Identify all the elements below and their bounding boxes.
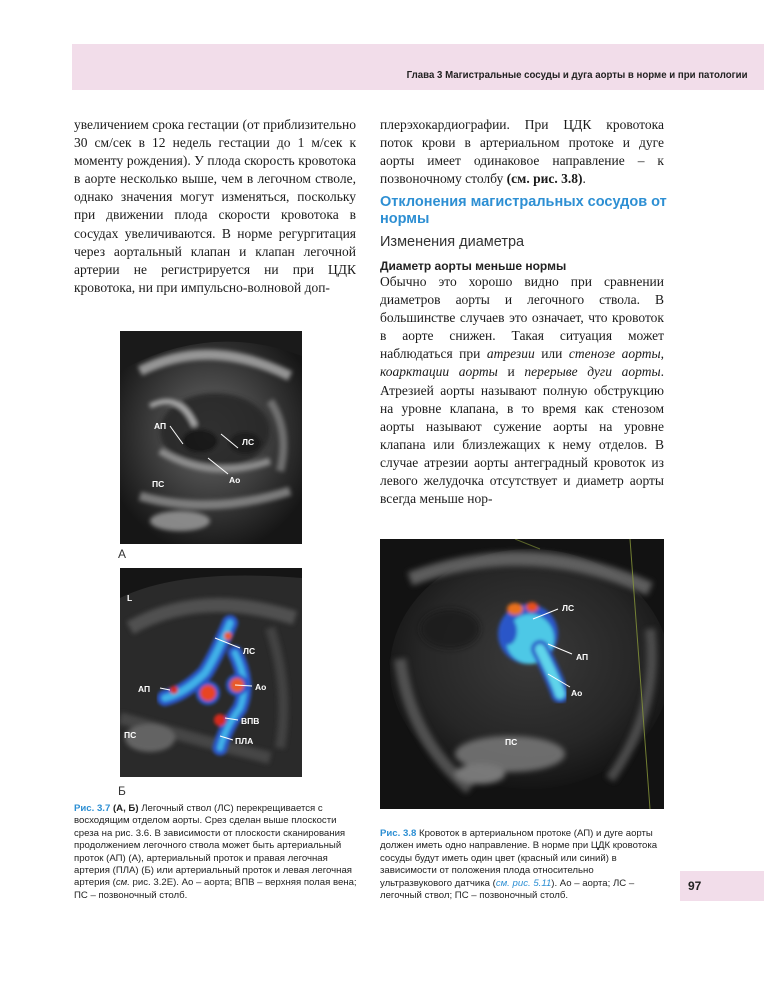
caption-text: Кровоток в артериальном протоке (АП) и дуге аорты должен иметь одно направление. В норме при ЦДК кровотока сосуды будут иметь один цвет (красный или синий) в зависимости от положения плода относительно ультразвукового датчика (	[380, 828, 658, 889]
caption-text: рис. 3.2Е). Ао – аорта; ВПВ – верхняя полая вена; ПС – позвоночный столб.	[74, 877, 357, 901]
label-ls: ЛС	[562, 603, 575, 613]
page-number: 97	[688, 879, 702, 893]
label-ps: ПС	[505, 737, 518, 747]
label-ps: ПС	[124, 730, 137, 740]
caption-reference: см. рис. 5.11	[495, 877, 552, 889]
paragraph-end: .	[582, 171, 586, 187]
text-run: Обычно это хорошо видно при сравнении диаметров аорты и легочного ствола. В большинстве случаев это означает, что кровоток в аорте снижен. Такая ситуация может наблюдаться при	[380, 274, 664, 362]
subsubheading: Диаметр аорты меньше нормы	[380, 259, 567, 273]
caption-text: Легочный ствол (ЛС) перекрещивается с восходящим отделом аорты. Срез сделан выше плоскости среза на рис. 3.6. В зависимости от плоскости сканирования продолжением легочного ствола может быть артериальный проток (АП) (А), артериальный проток и правая легочная артерия (ПЛА) (Б) или артериальный проток и левая легочная артерия (	[74, 803, 352, 889]
figure-letter-a: А	[118, 547, 127, 561]
subheading: Изменения диаметра	[380, 234, 525, 250]
figure-letter-b: Б	[118, 784, 126, 798]
right-column-top-text	[380, 116, 664, 188]
caption-text: ). Ао – аорта; ЛС – легочный ствол; ПС – позвоночный столб.	[380, 877, 635, 902]
ultrasound-a-graphic	[120, 331, 302, 544]
label-ap: АП	[576, 652, 589, 662]
left-column-text	[74, 116, 356, 297]
running-head: Глава 3 Магистральные сосуды и дуга аорты в норме и при патологии	[407, 69, 748, 81]
label-ap: АП	[154, 421, 167, 431]
page-number-tab	[680, 871, 764, 901]
ultrasound-image-b	[120, 568, 302, 777]
paragraph-text: плерэхокардиографии. При ЦДК кровотока поток крови в артериальном протоке и дуге аорты имеет одинаковое направление – к позвоночному столбу	[380, 117, 664, 187]
running-head-band	[72, 44, 764, 90]
paragraph: увеличением срока гестации (от приблизительно 30 см/сек в 12 недель гестации до 1 м/сек к моменту рождения). У плода скорость кровотока в аорте несколько выше, чем в легочном стволе, однако значения могут изменяться, поскольку при движении плода скорости кровотока в сосудах увеличиваются. В норме регургитация через аортальный клапан и клапан легочной артерии не регистрируется ни при ЦДК кровотока, ни при импульсно-волновой доп-	[74, 117, 356, 295]
label-ao: Ао	[571, 688, 583, 698]
label-l: L	[127, 593, 133, 603]
term: перерыве дуги аорты	[524, 364, 661, 380]
caption-panels: (А, Б)	[110, 803, 139, 814]
section-title: Отклонения магистральных сосудов от нормы	[380, 194, 667, 227]
label-ap: АП	[138, 684, 151, 694]
text-run: ,	[660, 346, 664, 362]
caption-number: Рис. 3.8	[380, 828, 417, 839]
ultrasound-b-graphic	[120, 568, 302, 777]
text-run: или	[534, 346, 569, 362]
term: коарктации аорты	[380, 364, 498, 380]
figure-reference: (см. рис. 3.8)	[506, 171, 583, 187]
text-run: . Атрезией аорты называют полную обструкцию на уровне клапана, в то время как стенозом аорты называют сужение аорты на уровне клапана или близлежащих к нему отделов. В случае атрезии аорты антеградный кровоток из левого желудочка отсутствует и диаметр аорты всегда меньше нор-	[380, 364, 664, 507]
paragraph	[380, 116, 664, 188]
ultrasound-image-a	[120, 331, 302, 544]
figure-3-7-caption	[74, 803, 358, 902]
ultrasound-image-c	[380, 539, 664, 809]
paragraph	[380, 273, 664, 508]
ultrasound-c-graphic	[380, 539, 664, 809]
term: стенозе аорты	[568, 346, 661, 362]
right-column-body-text	[380, 273, 664, 508]
figure-3-8-caption	[380, 828, 664, 902]
caption-number: Рис. 3.7	[74, 803, 111, 814]
text-run: и	[497, 364, 525, 380]
term: атрезии	[486, 346, 535, 362]
label-vpv: ВПВ	[241, 716, 260, 726]
label-ls: ЛС	[243, 646, 256, 656]
label-ao: Ао	[229, 475, 241, 485]
label-ps: ПС	[152, 479, 165, 489]
label-ls: ЛС	[242, 437, 255, 447]
caption-reference: см.	[115, 877, 130, 889]
label-pla: ПЛА	[235, 736, 254, 746]
label-ao: Ао	[255, 682, 267, 692]
